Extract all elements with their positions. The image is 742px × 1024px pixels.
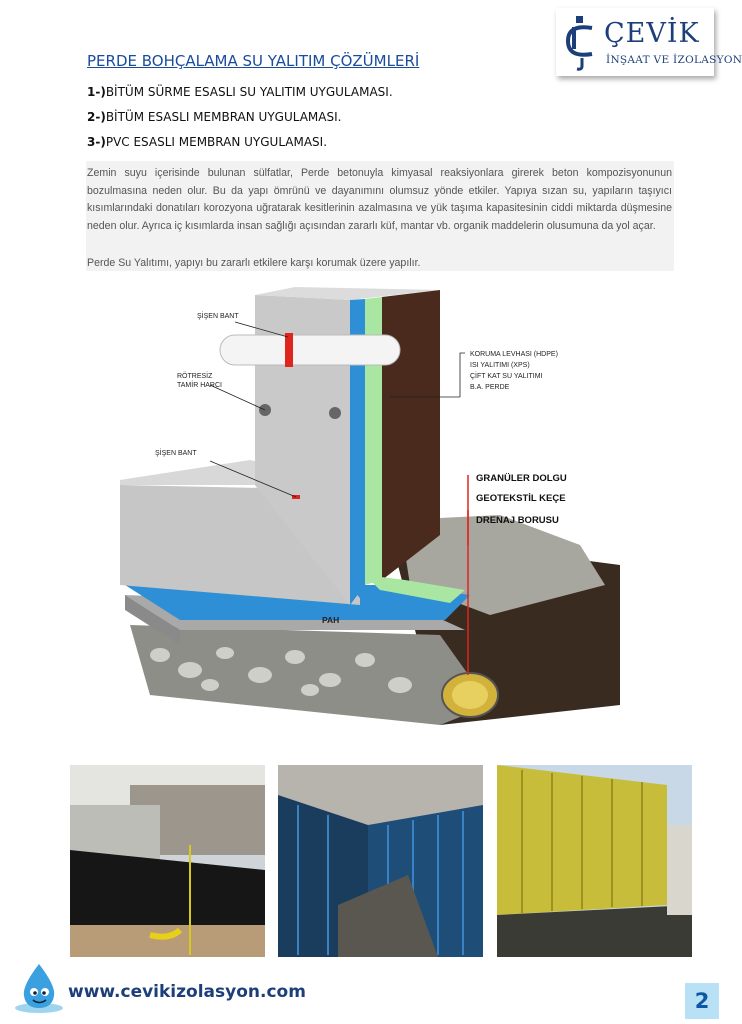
- summary-paragraph: Perde Su Yalıtımı, yapıyı bu zararlı etkilere karşı korumak üzere yapılır.: [87, 257, 421, 269]
- page-number: 2: [685, 983, 719, 1019]
- label-isi: ISI YALITIMI (XPS): [470, 362, 530, 369]
- cevik-monogram-icon: [562, 14, 602, 72]
- label-granuler: GRANÜLER DOLGU: [476, 473, 567, 484]
- page-title: PERDE BOHÇALAMA SU YALITIM ÇÖZÜMLERİ: [87, 52, 420, 70]
- website-link[interactable]: www.cevikizolasyon.com: [68, 982, 306, 1002]
- label-geotekstil: GEOTEKSTİL KEÇE: [476, 493, 566, 504]
- logo-name: ÇEVİK: [604, 18, 700, 49]
- item-text: BİTÜM ESASLI MEMBRAN UYGULAMASI.: [105, 110, 342, 124]
- label-rotresiz-2: TAMİR HARCI: [177, 382, 222, 389]
- label-drenaj: DRENAJ BORUSU: [476, 515, 559, 526]
- label-cift: ÇİFT KAT SU YALITIMI: [470, 373, 543, 380]
- waterproofing-section-diagram: [60, 285, 680, 745]
- water-drop-mascot-icon: [12, 962, 67, 1014]
- item-text: BİTÜM SÜRME ESASLI SU YALITIM UYGULAMASI.: [105, 85, 393, 99]
- label-sisen-bant-mid: ŞİŞEN BANT: [155, 450, 197, 457]
- label-koruma: KORUMA LEVHASI (HDPE): [470, 351, 558, 358]
- item-number: 2-): [87, 110, 106, 124]
- list-item: [87, 85, 393, 99]
- company-logo: [556, 8, 742, 76]
- black-waterproof-wall-photo: [70, 765, 265, 957]
- item-number: 3-): [87, 135, 106, 149]
- label-rotresiz-1: RÖTRESİZ: [177, 373, 213, 380]
- list-item: [87, 135, 327, 149]
- item-text: PVC ESASLI MEMBRAN UYGULAMASI.: [105, 135, 328, 149]
- blue-drainage-membrane-photo: [278, 765, 483, 957]
- label-pah: PAH: [322, 615, 340, 625]
- intro-paragraph: Zemin suyu içerisinde bulunan sülfatlar, Perde betonuyla kimyasal reaksiyonlara girerek beton kompozisyonunun bozulmasına neden olur. Bu da yapı ömrünü ve dayanımını olumsuz yönde etkiler. Yapıya sızan su, yapıların taşıyıcı kısımlarındaki donatıları korozyona uğratarak kesitlerinin azalmasına ve yük taşıma kapasitesinin ciddi miktarda düşmesine neden olur. Ayrıca iç kısımlarda insan sağlığı açısından zararlı küf, mantar vb. organik maddelerin olusumuna da yol açar.: [87, 167, 672, 232]
- yellow-pvc-membrane-photo: [497, 765, 692, 957]
- item-number: 1-): [87, 85, 106, 99]
- list-item: [87, 110, 341, 124]
- label-sisen-bant-top: ŞİŞEN BANT: [197, 313, 239, 320]
- label-ba: B.A. PERDE: [470, 384, 510, 391]
- logo-subtitle: İNŞAAT VE İZOLASYON: [606, 54, 742, 66]
